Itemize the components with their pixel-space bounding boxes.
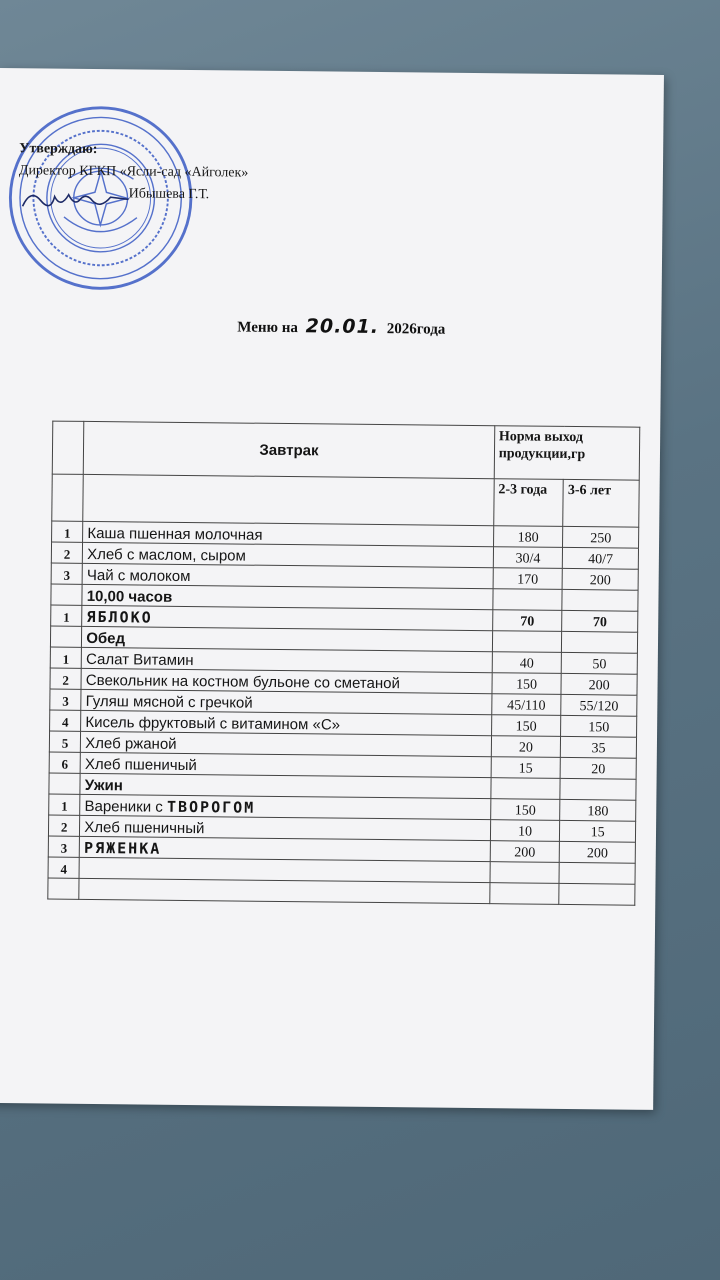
row-number: 2: [50, 668, 81, 689]
dish-name: Хлеб пшеничый: [80, 752, 491, 777]
section-snack: 10,00 часов: [82, 584, 493, 609]
row-number: 1: [52, 521, 83, 542]
row-number: 4: [48, 857, 79, 878]
dish-name: Хлеб с маслом, сыром: [83, 542, 494, 567]
portion-3-6: 250: [563, 526, 639, 548]
menu-table: [47, 421, 640, 906]
section-lunch: Обед: [82, 626, 493, 651]
portion-3-6: 20: [560, 757, 636, 779]
dish-name: Хлеб ржаной: [81, 731, 492, 756]
section-dinner: Ужин: [80, 773, 491, 798]
dish-name: Гуляш мясной с гречкой: [81, 689, 492, 714]
dish-name: Чай с молоком: [82, 563, 493, 588]
portion-3-6: 70: [562, 610, 638, 632]
portion-3-6: 180: [560, 799, 636, 821]
row-number: 3: [50, 689, 81, 710]
portion-2-3: 150: [492, 673, 562, 695]
portion-2-3: 200: [490, 841, 560, 863]
norm-header: Норма выход продукции,гр: [494, 426, 640, 481]
portion-2-3: 150: [490, 799, 560, 821]
row-number: 2: [48, 815, 79, 836]
dish-name: Салат Витамин: [81, 647, 492, 672]
portion-3-6: 50: [562, 652, 638, 674]
table-header-row: [52, 421, 640, 480]
dish-name: Хлеб пшеничный: [80, 815, 491, 840]
portion-3-6: 200: [562, 568, 638, 590]
portion-3-6: 40/7: [563, 547, 639, 569]
row-number: 5: [49, 731, 80, 752]
paper-sheet: [0, 68, 664, 1110]
row-number: 4: [50, 710, 81, 731]
age-3-6: 3-6 лет: [563, 479, 639, 527]
portion-2-3: 70: [492, 610, 562, 632]
portion-2-3: 40: [492, 652, 562, 674]
portion-2-3: 10: [490, 820, 560, 842]
dish-name-handwritten: ЯБЛОКО: [82, 605, 493, 630]
dish-name-printed: Вареники с: [84, 797, 163, 816]
row-number: 1: [49, 794, 80, 815]
portion-3-6: [559, 862, 635, 884]
age-2-3: 2-3 года: [493, 479, 563, 527]
age-header-row: [52, 474, 639, 527]
dish-name: Каша пшенная молочная: [83, 521, 494, 546]
section-breakfast: Завтрак: [84, 421, 495, 478]
row-number: 3: [48, 836, 79, 857]
row-number: 6: [49, 752, 80, 773]
menu-title: [237, 314, 445, 338]
portion-3-6: 15: [560, 820, 636, 842]
portion-3-6: 35: [561, 736, 637, 758]
portion-2-3: [490, 862, 560, 884]
dish-name-handwritten: ТВОРОГОМ: [166, 797, 256, 817]
menu-date-handwritten: 20.01.: [305, 315, 380, 338]
dish-name: Свекольник на костном бульоне со сметаной: [81, 668, 492, 693]
portion-2-3: 15: [491, 757, 561, 779]
portion-2-3: 20: [491, 736, 561, 758]
menu-title-prefix: Меню на: [237, 319, 299, 337]
director-line: Директор КГКП «Ясли-сад «Айголек»: [18, 163, 249, 181]
portion-2-3: 180: [493, 526, 563, 548]
row-number: 2: [51, 542, 82, 563]
portion-2-3: 170: [493, 568, 563, 590]
row-number: 3: [51, 563, 82, 584]
row-number: 1: [50, 647, 81, 668]
approve-label: Утверждаю:: [19, 141, 98, 158]
portion-2-3: 150: [491, 715, 561, 737]
portion-3-6: 200: [560, 841, 636, 863]
dish-name-handwritten: РЯЖЕНКА: [80, 836, 491, 861]
portion-3-6: 150: [561, 715, 637, 737]
portion-3-6: 200: [561, 673, 637, 695]
menu-title-year: 2026года: [386, 321, 446, 338]
row-number: 1: [51, 605, 82, 626]
dish-name: Кисель фруктовый с витамином «С»: [81, 710, 492, 735]
handwritten-signature: [20, 186, 130, 213]
portion-3-6: 55/120: [561, 694, 637, 716]
director-name: Ибышева Г.Т.: [128, 186, 210, 203]
portion-2-3: 45/110: [492, 694, 562, 716]
portion-2-3: 30/4: [493, 547, 563, 569]
